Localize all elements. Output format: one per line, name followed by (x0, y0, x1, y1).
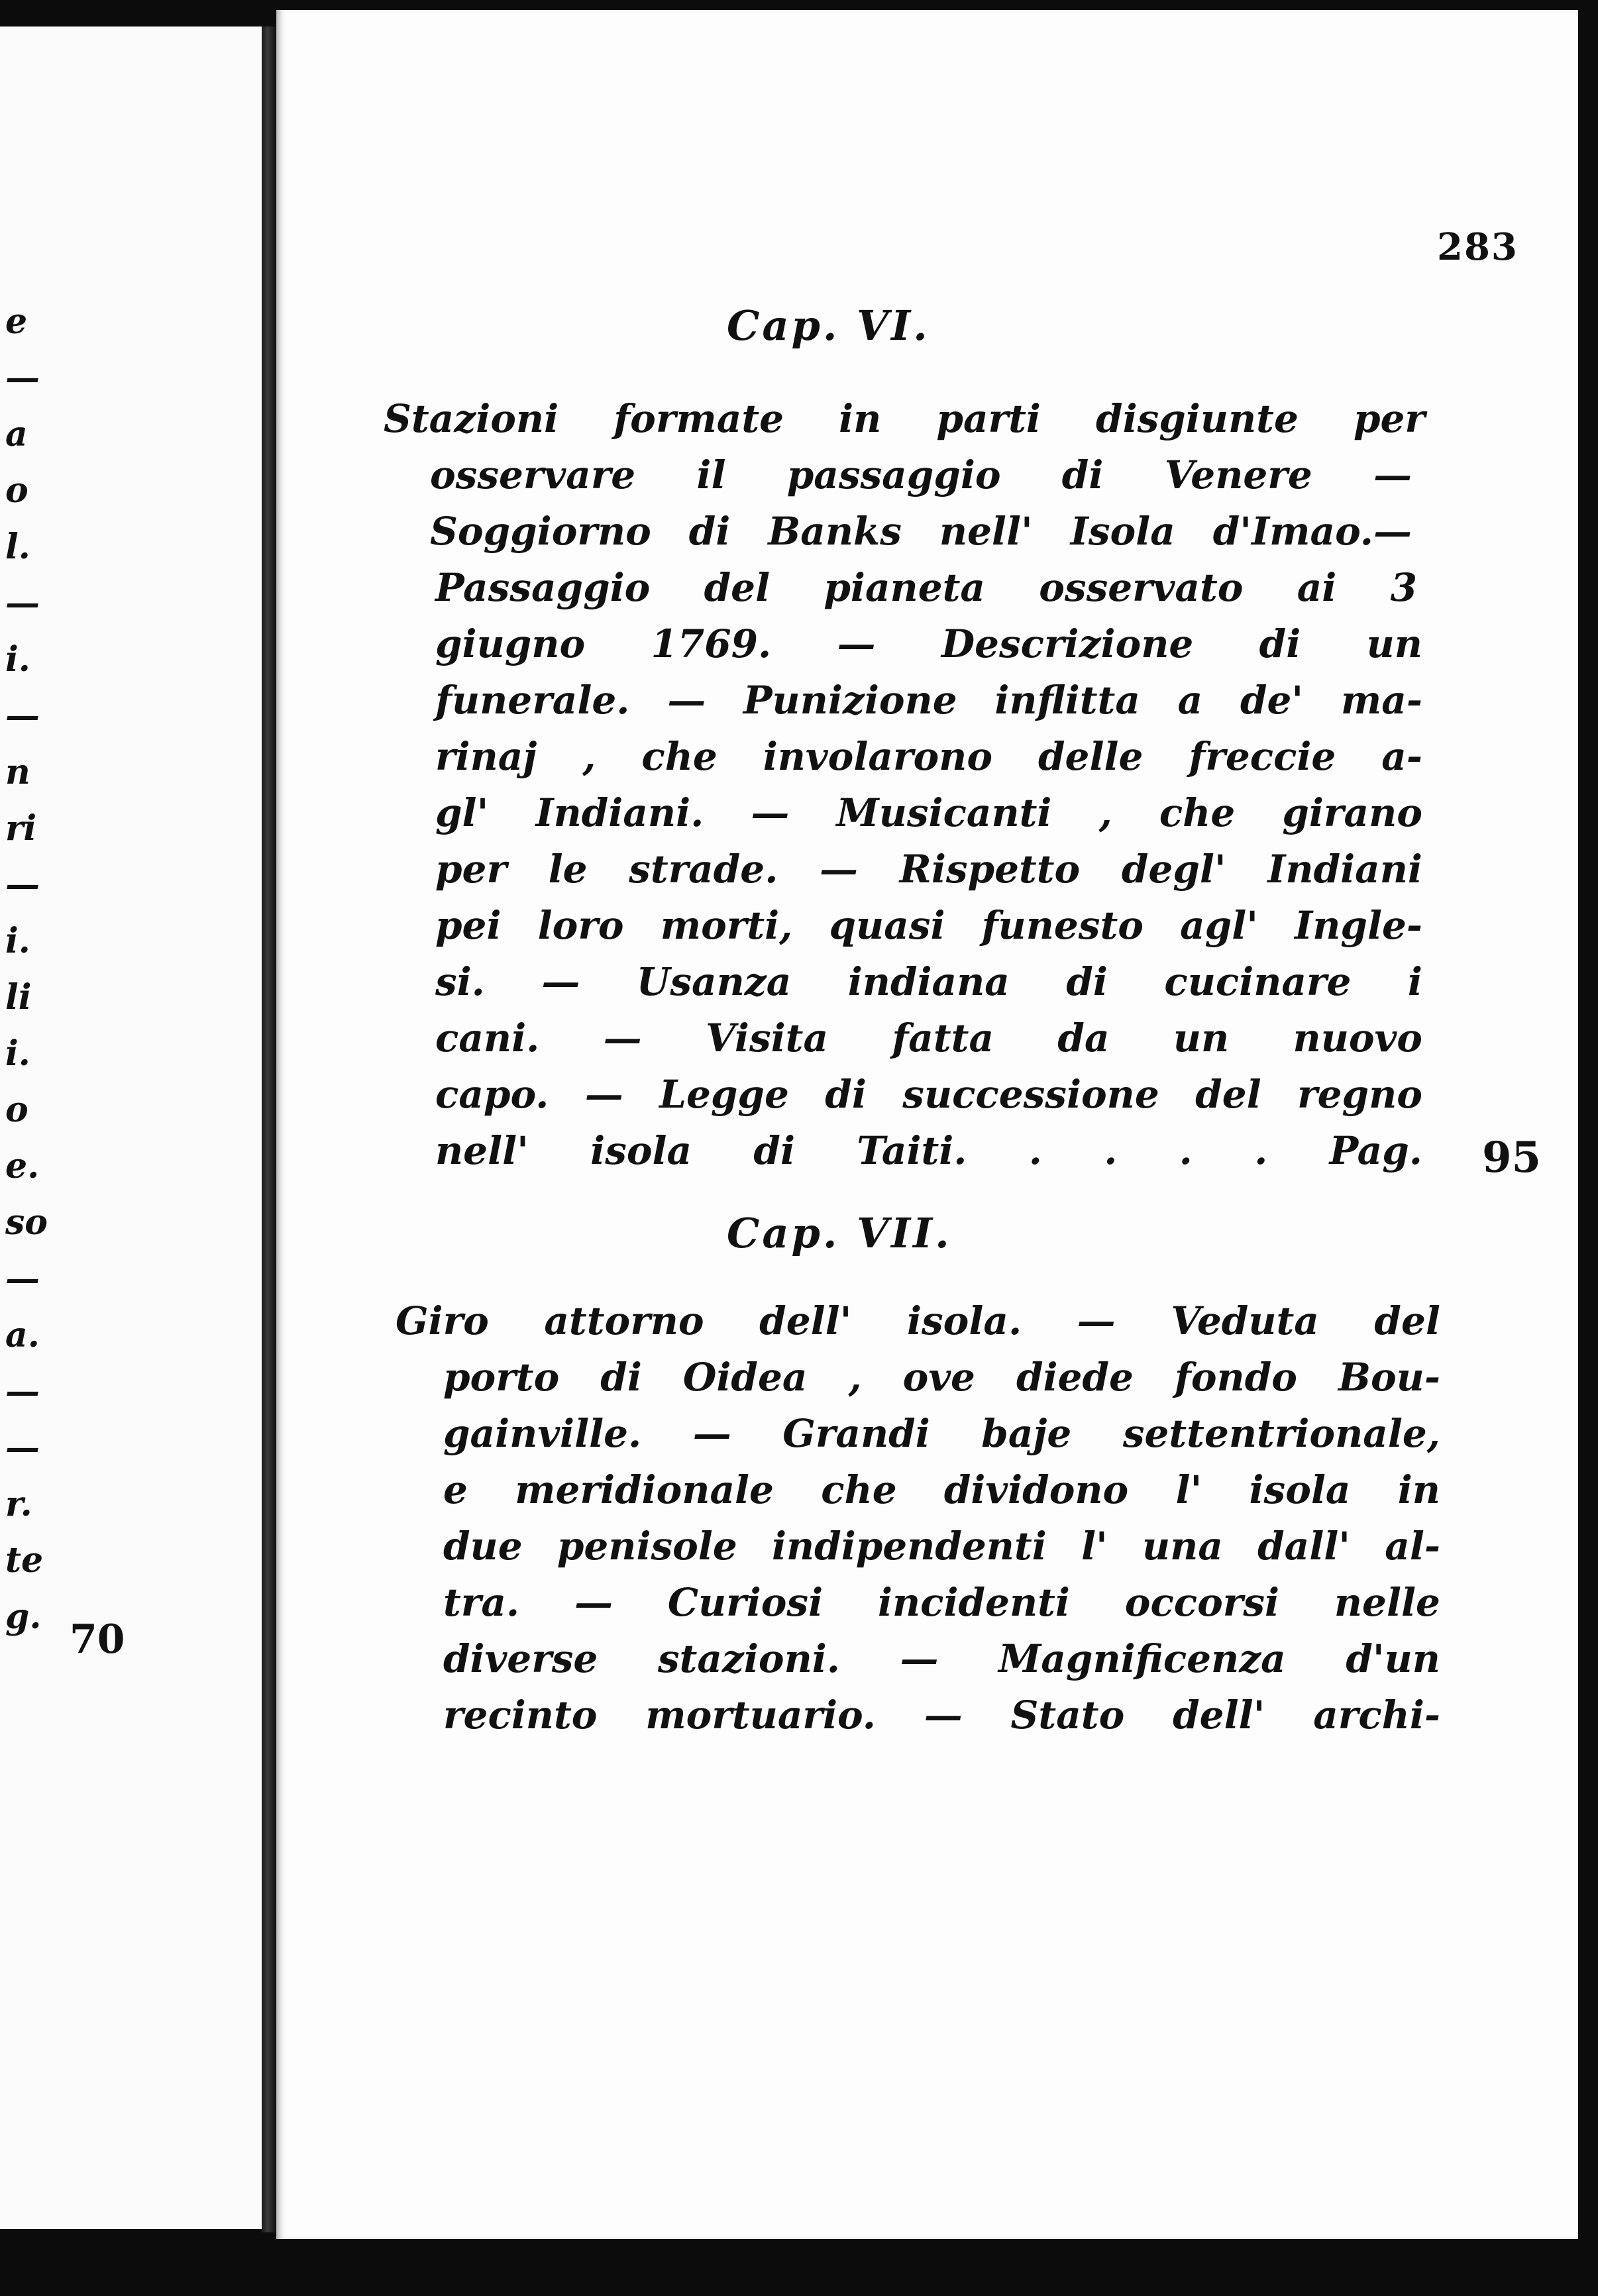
left-line-fragment: i. (5, 1033, 30, 1074)
summary-line: osservare il passaggio di Venere — (430, 452, 1412, 497)
left-line-fragment: e (5, 301, 28, 342)
summary-line: cani. — Visita fatta da un nuovo (435, 1016, 1422, 1061)
chapter-heading: Cap. VII. (727, 1209, 952, 1257)
summary-line: capo. — Legge di successione del regno (435, 1072, 1422, 1117)
left-line-fragment: li (5, 977, 32, 1018)
summary-line: funerale. — Punizione inflitta a de' ma- (435, 678, 1422, 723)
left-line-fragment: so (5, 1202, 48, 1243)
summary-line: diverse stazioni. — Magnificenza d'un (443, 1636, 1440, 1681)
summary-line: pei loro morti, quasi funesto agl' Ingle- (435, 903, 1422, 948)
right-page (276, 10, 1578, 2239)
left-line-fragment: l. (5, 527, 30, 567)
summary-line: due penisole indipendenti l' una dall' al- (443, 1524, 1440, 1569)
summary-line: per le strade. — Rispetto degl' Indiani (435, 847, 1422, 892)
left-line-fragment: n (5, 752, 30, 792)
left-line-fragment: a (5, 414, 28, 454)
summary-line: Passaggio del pianeta osservato ai 3 (435, 565, 1417, 610)
left-line-fragment: o (5, 470, 28, 511)
summary-line: rinaj , che involarono delle freccie a- (435, 734, 1422, 779)
book-gutter (262, 26, 276, 2232)
left-line-fragment: o (5, 1090, 28, 1130)
left-line-fragment: — (5, 1371, 40, 1412)
summary-line: Giro attorno dell' isola. — Veduta del (396, 1298, 1440, 1343)
left-line-fragment: — (5, 864, 40, 905)
left-line-fragment: — (5, 1428, 40, 1468)
left-line-fragment: — (5, 696, 40, 736)
left-line-fragment: — (5, 358, 40, 398)
summary-line: Stazioni formate in parti disgiunte per (384, 396, 1425, 441)
left-line-fragment: e. (5, 1146, 40, 1186)
summary-line: porto di Oidea , ove diede fondo Bou- (443, 1355, 1440, 1400)
left-line-fragment: r. (5, 1484, 32, 1524)
chapter-heading: Cap. VI. (727, 301, 930, 350)
summary-line: giugno 1769. — Descrizione di un (435, 621, 1422, 666)
left-line-fragment: g. (5, 1596, 42, 1637)
page-reference: 95 (1482, 1133, 1542, 1182)
left-line-fragment: ri (5, 808, 37, 849)
page-number: 283 (1437, 225, 1518, 269)
left-line-fragment: i. (5, 639, 30, 680)
left-line-fragment: te (5, 1540, 44, 1581)
left-page-fragment (0, 26, 262, 2229)
summary-line: tra. — Curiosi incidenti occorsi nelle (443, 1580, 1440, 1625)
summary-line: Soggiorno di Banks nell' Isola d'Imao.— (430, 509, 1412, 554)
left-page-reference: 70 (70, 1616, 125, 1663)
summary-line: si. — Usanza indiana di cucinare i (435, 959, 1422, 1004)
left-line-fragment: i. (5, 921, 30, 961)
summary-line: gainville. — Grandi baje settentrionale, (443, 1411, 1440, 1456)
left-line-fragment: — (5, 583, 40, 623)
summary-line: recinto mortuario. — Stato dell' archi- (443, 1693, 1440, 1738)
summary-line: e meridionale che dividono l' isola in (443, 1467, 1440, 1512)
left-line-fragment: a. (5, 1315, 40, 1355)
summary-line: gl' Indiani. — Musicanti , che girano (435, 790, 1422, 835)
summary-line: nell' isola di Taiti. . . . . Pag. (435, 1128, 1422, 1173)
left-line-fragment: — (5, 1259, 40, 1299)
